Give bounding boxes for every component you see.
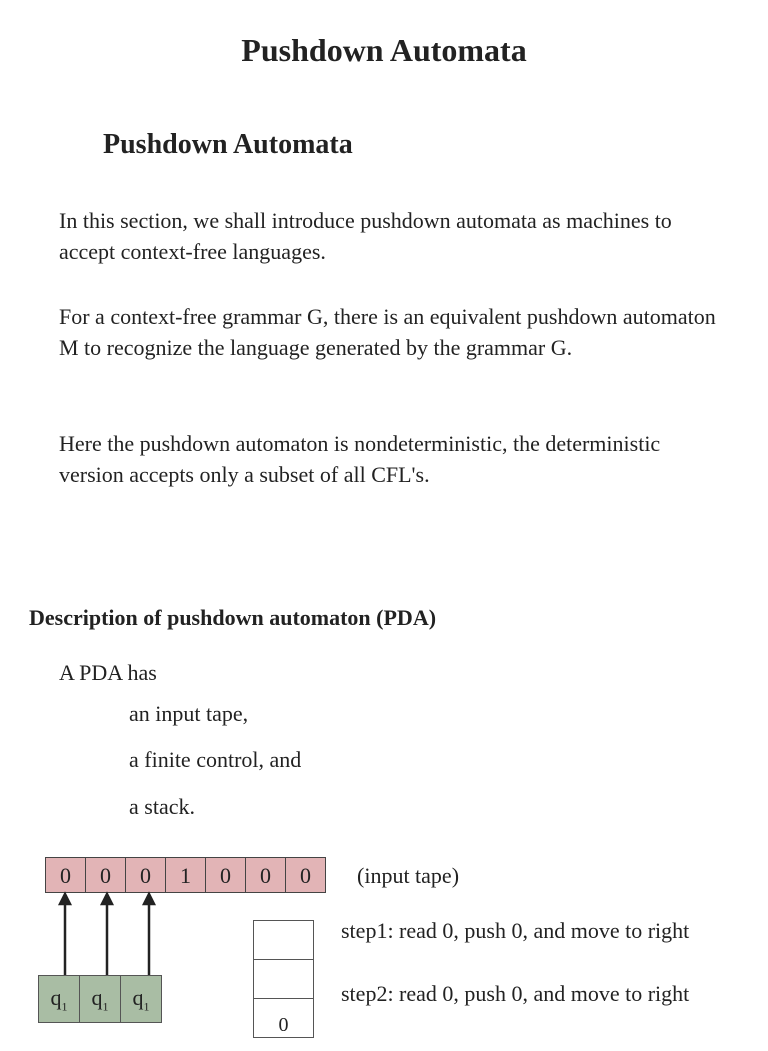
tape-cell: 0 (246, 858, 286, 892)
stack-cell (254, 960, 313, 999)
component-finite-control: a finite control, and (129, 747, 302, 772)
state-box (120, 975, 162, 1023)
state-box (79, 975, 121, 1023)
finite-control (38, 975, 161, 1023)
stack-cell (254, 921, 313, 960)
tape-label: (input tape) (357, 863, 460, 888)
tape-cell: 0 (86, 858, 126, 892)
state-subscript: 1 (102, 999, 109, 1014)
section-title: Pushdown Automata (103, 129, 353, 160)
component-stack: a stack. (129, 794, 195, 819)
stack-cell: 0 (254, 999, 313, 1038)
stack (253, 920, 314, 1038)
arrowhead-icon (102, 894, 112, 904)
state-name: q (132, 985, 144, 1010)
step-2-text: step2: read 0, push 0, and move to right (341, 981, 690, 1006)
component-input-tape: an input tape, (129, 701, 249, 726)
grammar-paragraph: For a context-free grammar G, there is an equivalent pushdown automaton M to recognize the language generated by the grammar G. (59, 304, 716, 360)
tape-cell: 0 (46, 858, 86, 892)
arrowhead-icon (144, 894, 154, 904)
tape-cell: 1 (166, 858, 206, 892)
state-subscript: 1 (61, 999, 68, 1014)
page-title: Pushdown Automata (241, 32, 527, 68)
tape-cell: 0 (126, 858, 166, 892)
input-tape (45, 857, 326, 893)
step-1-text: step1: read 0, push 0, and move to right (341, 918, 690, 943)
head-arrows (0, 890, 200, 980)
state-box (38, 975, 80, 1023)
state-name: q (91, 985, 103, 1010)
tape-cell: 0 (286, 858, 326, 892)
state-subscript: 1 (143, 999, 150, 1014)
state-name: q (50, 985, 62, 1010)
nondeterminism-paragraph: Here the pushdown automaton is nondeterministic, the deterministic version accepts only a subset of all CFL's. (59, 431, 661, 487)
intro-paragraph: In this section, we shall introduce pushdown automata as machines to accept context-free languages. (59, 208, 672, 264)
tape-cell: 0 (206, 858, 246, 892)
pda-intro: A PDA has (59, 660, 157, 685)
description-title: Description of pushdown automaton (PDA) (29, 605, 437, 630)
arrowhead-icon (60, 894, 70, 904)
